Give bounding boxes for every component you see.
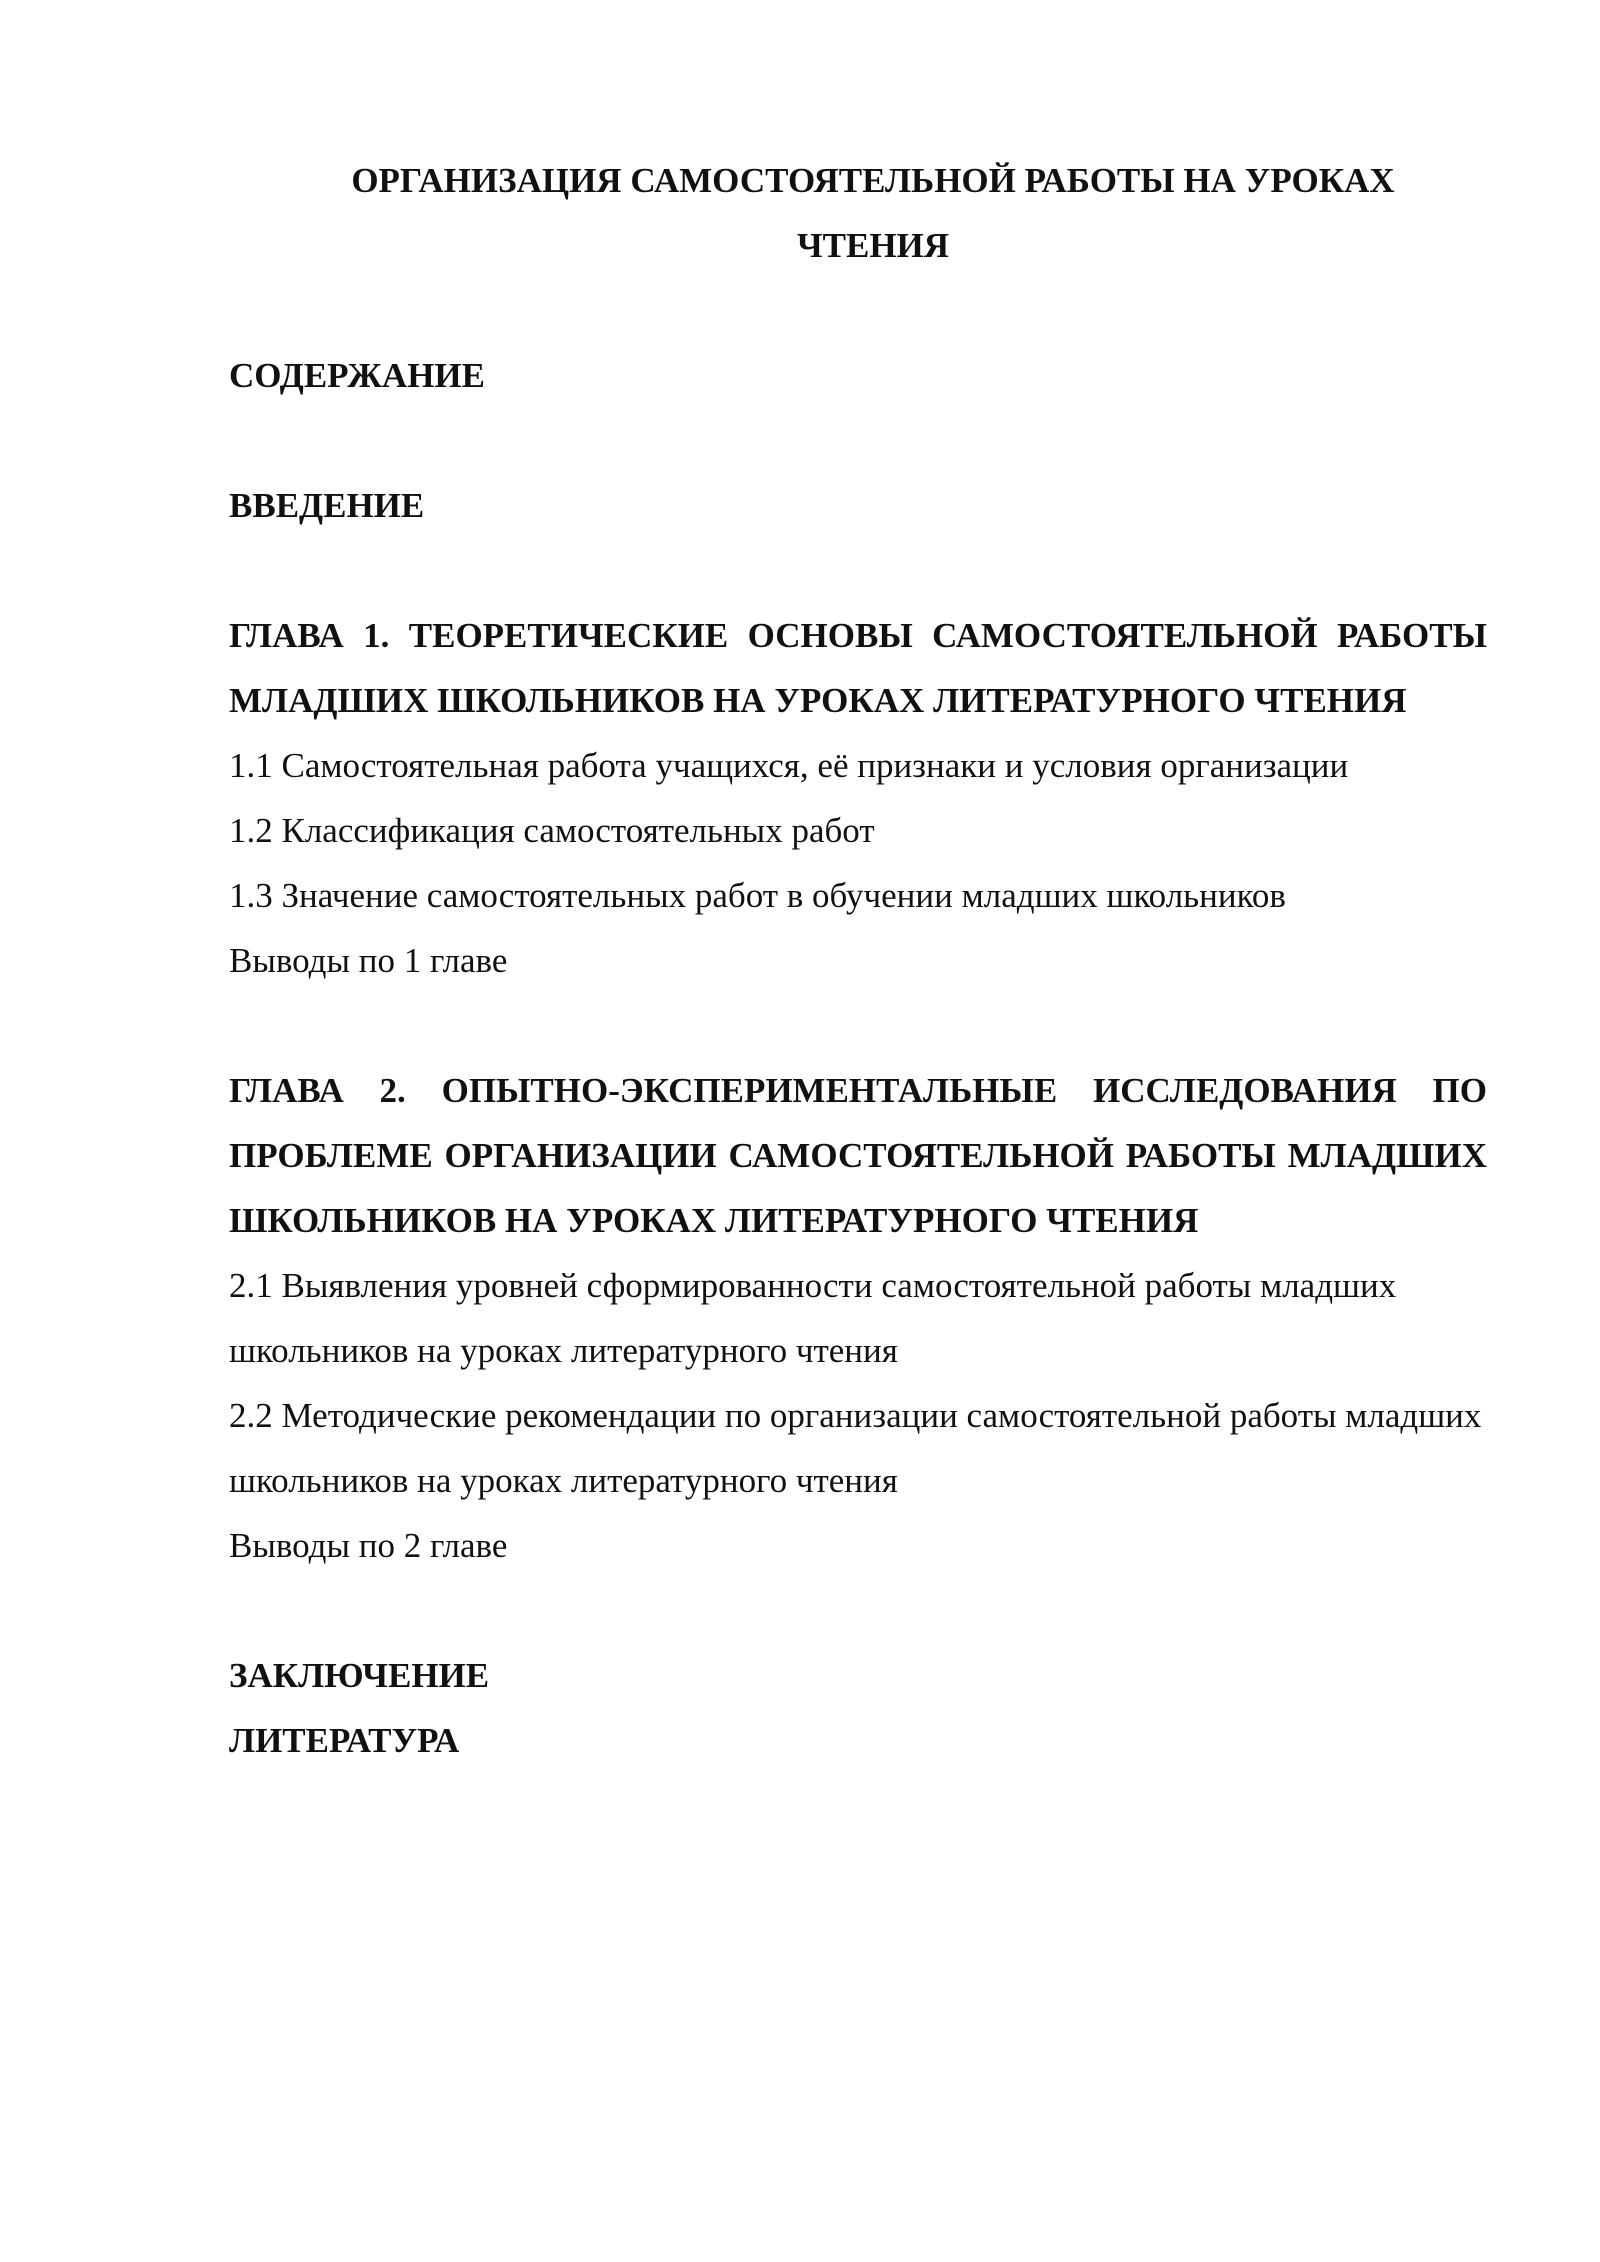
document-page xyxy=(229,148,1487,1773)
spacer xyxy=(229,538,1487,603)
toc-chapter2-item: 2.2 Методические рекомендации по организации самостоятельной работы младших школьников на уроках литературного чтения xyxy=(229,1396,1482,1500)
toc-literature: ЛИТЕРАТУРА xyxy=(229,1721,460,1760)
toc-chapter1-item: 1.3 Значение самостоятельных работ в обучении младших школьников xyxy=(229,876,1286,915)
document-title-line2: ЧТЕНИЯ xyxy=(796,226,950,265)
toc-chapter2-item: 2.1 Выявления уровней сформированности самостоятельной работы младших школьников на уроках литературного чтения xyxy=(229,1266,1397,1370)
contents-heading: СОДЕРЖАНИЕ xyxy=(229,356,486,395)
spacer xyxy=(229,408,1487,473)
toc-conclusion: ЗАКЛЮЧЕНИЕ xyxy=(229,1656,490,1695)
toc-chapter1-conclusions: Выводы по 1 главе xyxy=(229,941,508,980)
toc-chapter1-heading: ГЛАВА 1. ТЕОРЕТИЧЕСКИЕ ОСНОВЫ САМОСТОЯТЕЛЬНОЙ РАБОТЫ МЛАДШИХ ШКОЛЬНИКОВ НА УРОКАХ ЛИТЕРАТУРНОГО ЧТЕНИЯ xyxy=(229,616,1487,720)
toc-chapter2-heading: ГЛАВА 2. ОПЫТНО-ЭКСПЕРИМЕНТАЛЬНЫЕ ИССЛЕДОВАНИЯ ПО ПРОБЛЕМЕ ОРГАНИЗАЦИИ САМОСТОЯТЕЛЬНОЙ РАБОТЫ МЛАДШИХ ШКОЛЬНИКОВ НА УРОКАХ ЛИТЕРАТУРНОГО ЧТЕНИЯ xyxy=(229,1071,1487,1240)
spacer xyxy=(229,278,1487,343)
document-title xyxy=(229,148,1487,278)
spacer xyxy=(229,993,1487,1058)
spacer xyxy=(229,1578,1487,1643)
toc-chapter1-item: 1.2 Классификация самостоятельных работ xyxy=(229,811,875,850)
toc-chapter1-item: 1.1 Самостоятельная работа учащихся, её признаки и условия организации xyxy=(229,746,1349,785)
document-title-line1: ОРГАНИЗАЦИЯ САМОСТОЯТЕЛЬНОЙ РАБОТЫ НА УРОКАХ xyxy=(351,161,1395,200)
toc-introduction: ВВЕДЕНИЕ xyxy=(229,486,425,525)
toc-chapter2-conclusions: Выводы по 2 главе xyxy=(229,1526,508,1565)
